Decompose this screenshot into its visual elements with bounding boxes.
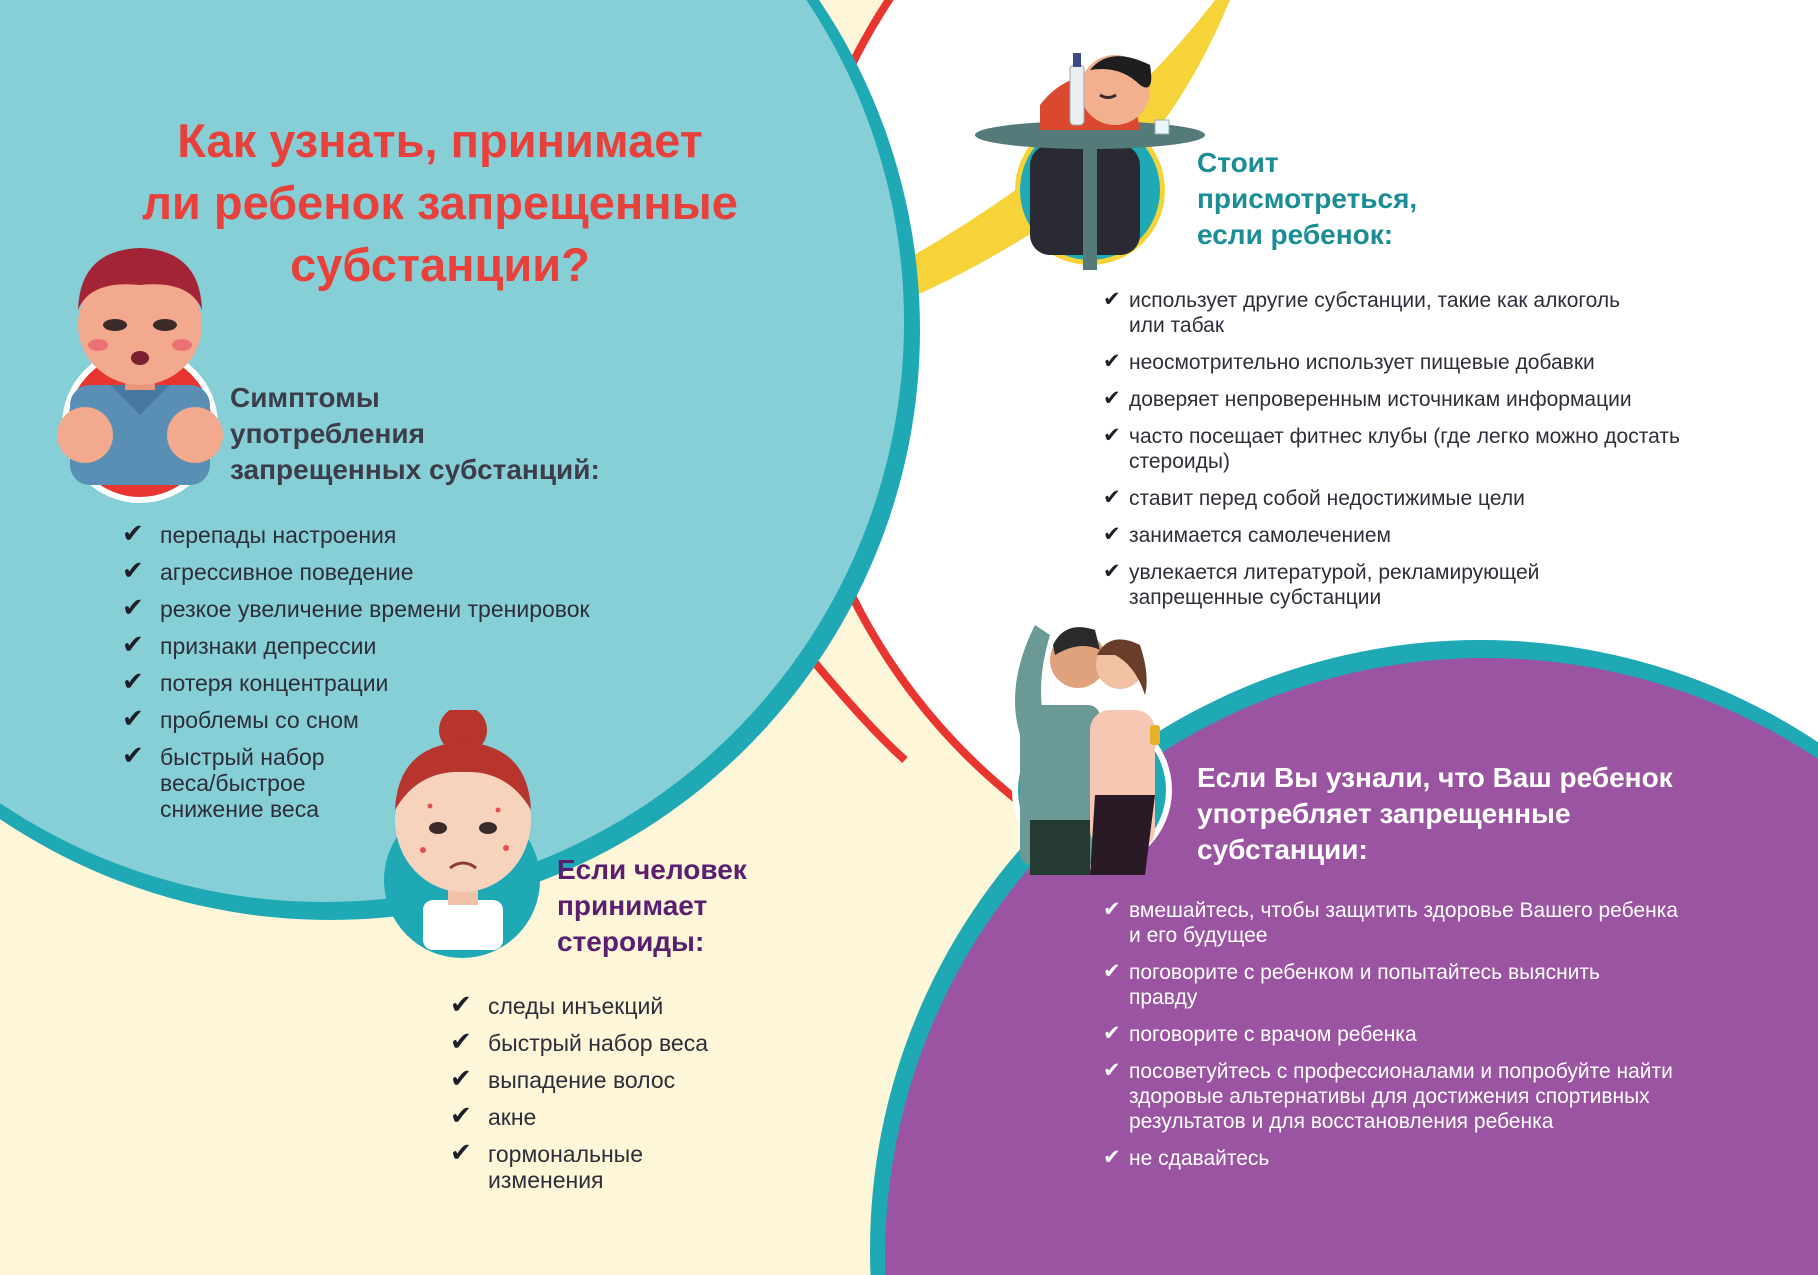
symptoms-heading [230,380,600,488]
advice-heading [1197,760,1673,868]
list-item: ✔ потеря концентрации [122,666,389,696]
symptoms-heading-line-1: Симптомы [230,382,380,413]
check-icon: ✔ [450,1026,472,1056]
list-item: ✔ быстрый набор веса [450,1026,708,1056]
check-icon: ✔ [1103,898,1121,921]
list-item: ✔ следы инъекций [450,989,664,1019]
title-line-2: ли ребенок запрещенные [142,176,738,229]
check-icon: ✔ [1103,560,1121,583]
check-icon: ✔ [1103,1022,1121,1045]
check-icon: ✔ [1103,350,1121,373]
acne-girl-illustration [378,710,548,960]
worried-parents-illustration [995,595,1195,875]
steroids-heading-line-3: стероиды: [557,926,705,957]
watch-heading-line-3: если ребенок: [1197,219,1394,250]
steroids-list [450,989,770,1204]
title-line-1: Как узнать, принимает [177,114,703,167]
symptoms-heading-line-2: употребления [230,418,425,449]
check-icon: ✔ [1103,1059,1121,1082]
check-icon: ✔ [1103,387,1121,410]
list-item: ✔ выпадение волос [450,1063,676,1093]
advice-heading-line-2: употребляет запрещенные [1197,798,1571,829]
check-icon: ✔ [450,989,472,1019]
list-item: ✔ акне [450,1100,537,1130]
tired-boy-illustration [50,240,230,490]
list-item: ✔ ставит перед собой недостижимые цели [1103,486,1525,510]
watch-heading-line-1: Стоит [1197,147,1279,178]
check-icon: ✔ [122,555,144,585]
list-item: ✔ использует другие субстанции, такие как алкоголь или табак [1103,288,1621,337]
sleeping-drinker-illustration [970,45,1220,275]
list-item: ✔ поговорите с врачом ребенка [1103,1022,1417,1046]
list-item: ✔ признаки депрессии [122,629,377,659]
check-icon: ✔ [122,629,144,659]
check-icon: ✔ [450,1100,472,1130]
list-item: ✔ вмешайтесь, чтобы защитить здоровье Вашего ребенка и его будущее [1103,898,1678,947]
list-item: ✔ посоветуйтесь с профессионалами и попробуйте найти здоровые альтернативы для достижения спортивных результатов и для восстановления ребенка [1103,1059,1673,1133]
list-item: ✔ проблемы со сном [122,703,359,733]
check-icon: ✔ [122,518,144,548]
advice-heading-line-3: субстанции: [1197,834,1368,865]
steroids-heading-line-1: Если человек [557,854,747,885]
check-icon: ✔ [122,703,144,733]
list-item: ✔ не сдавайтесь [1103,1146,1270,1170]
list-item: ✔ увлекается литературой, рекламирующей запрещенные субстанции [1103,560,1540,609]
check-icon: ✔ [122,592,144,622]
check-icon: ✔ [1103,424,1121,447]
watch-list [1103,288,1793,622]
symptoms-heading-line-3: запрещенных субстанций: [230,454,600,485]
list-item: ✔ доверяет непроверенным источникам информации [1103,387,1632,411]
watch-heading-line-2: присмотреться, [1197,183,1418,214]
list-item: ✔ поговорите с ребенком и попытайтесь выяснить правду [1103,960,1600,1009]
check-icon: ✔ [450,1063,472,1093]
list-item: ✔ занимается самолечением [1103,523,1391,547]
list-item: ✔ часто посещает фитнес клубы (где легко можно достать стероиды) [1103,424,1680,473]
check-icon: ✔ [450,1137,472,1167]
list-item: ✔ агрессивное поведение [122,555,414,585]
steroids-heading [557,852,747,960]
watch-heading [1197,145,1417,253]
list-item: ✔ резкое увеличение времени тренировок [122,592,590,622]
check-icon: ✔ [122,740,144,770]
check-icon: ✔ [122,666,144,696]
list-item: ✔ неосмотрительно использует пищевые добавки [1103,350,1595,374]
list-item: ✔ быстрый набор веса/быстрое снижение веса [122,740,325,822]
check-icon: ✔ [1103,1146,1121,1169]
list-item: ✔ перепады настроения [122,518,397,548]
list-item: ✔ гормональные изменения [450,1137,643,1193]
advice-heading-line-1: Если Вы узнали, что Ваш ребенок [1197,762,1673,793]
check-icon: ✔ [1103,960,1121,983]
check-icon: ✔ [1103,288,1121,311]
title-line-3: субстанции? [290,238,590,291]
steroids-heading-line-2: принимает [557,890,708,921]
check-icon: ✔ [1103,486,1121,509]
advice-list [1103,898,1793,1183]
check-icon: ✔ [1103,523,1121,546]
